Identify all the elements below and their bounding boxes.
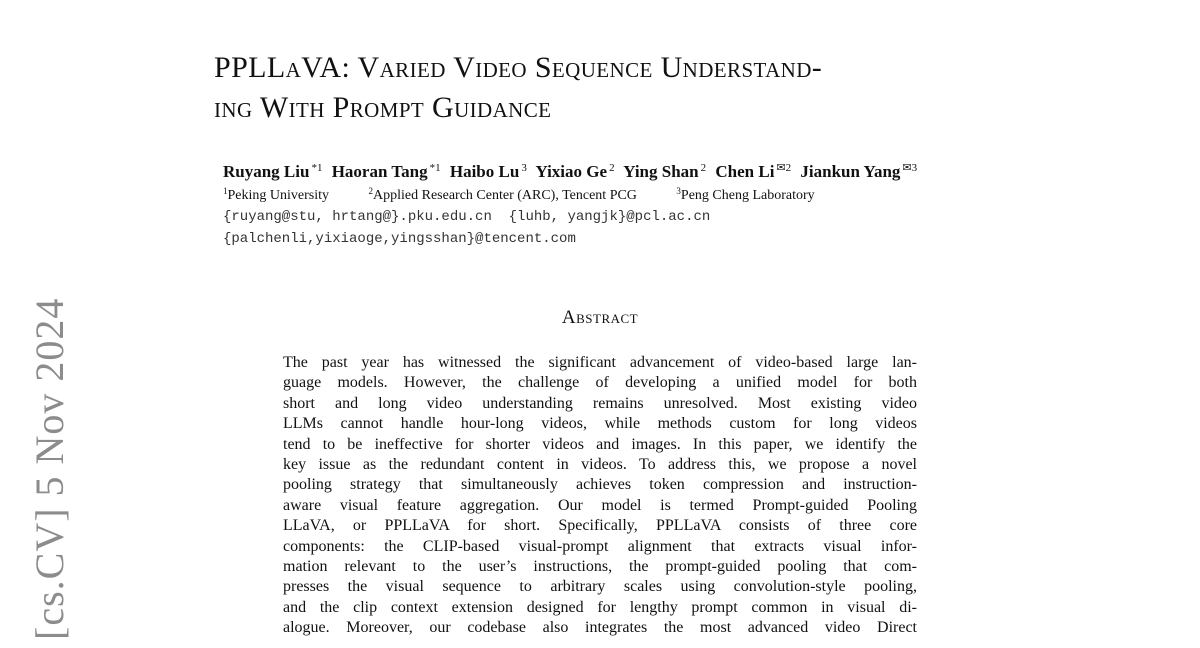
author-name: Yixiao Ge xyxy=(535,162,608,181)
title-line-1: PPLLaVA: Varied Video Sequence Understand- xyxy=(214,51,823,84)
author-name: Ruyang Liu xyxy=(223,162,310,181)
author xyxy=(800,162,917,181)
author xyxy=(623,162,706,181)
author xyxy=(535,162,614,181)
abstract-line: components: the CLIP-based visual-prompt alignment that extracts visual infor- xyxy=(283,537,917,555)
email-line-1: {ruyang@stu, hrtang@}.pku.edu.cn {luhb, yangjk}@pcl.ac.cn xyxy=(223,209,711,225)
affiliation-number: 1 xyxy=(223,186,228,196)
affiliation-number: 2 xyxy=(368,186,373,196)
abstract-heading: Abstract xyxy=(561,307,639,328)
affiliation-name: Peng Cheng Laboratory xyxy=(680,188,815,203)
abstract-line: guage models. However, the challenge of developing a unified model for both xyxy=(283,374,917,392)
abstract-line: pooling strategy that simultaneously achieves token compression and instruction- xyxy=(283,476,917,494)
affiliation xyxy=(369,188,637,203)
arxiv-identifier-stamp: [cs.CV] 5 Nov 2024 xyxy=(27,297,72,640)
abstract-line: The past year has witnessed the significant advancement of video-based large lan- xyxy=(283,354,917,371)
title-line-2: ing With Prompt Guidance xyxy=(214,91,552,124)
affiliation xyxy=(223,188,329,203)
affiliation-name: Peking University xyxy=(227,188,329,203)
author-name: Haibo Lu xyxy=(449,162,520,181)
author xyxy=(450,162,527,181)
author-name: Chen Li xyxy=(715,162,775,181)
author-affiliation-mark: *1 xyxy=(311,162,323,174)
author xyxy=(332,162,441,181)
author-affiliation-mark: ✉3 xyxy=(902,162,918,174)
abstract-body xyxy=(283,353,917,638)
abstract-line: LLaVA, or PPLLaVA for short. Specifically, PPLLaVA consists of three core xyxy=(283,517,917,535)
affiliation-number: 3 xyxy=(676,186,681,196)
author-affiliation-mark: ✉2 xyxy=(776,162,792,174)
abstract-line: short and long video understanding remains unresolved. Most existing video xyxy=(283,394,917,412)
affiliation-name: Applied Research Center (ARC), Tencent PCG xyxy=(373,188,637,203)
author-affiliation-mark: 2 xyxy=(609,162,615,174)
author-name: Ying Shan xyxy=(623,162,699,181)
paper-title xyxy=(214,48,822,128)
abstract-line: key issue as the redundant content in videos. To address this, we propose a novel xyxy=(283,455,917,473)
author-affiliation-mark: *1 xyxy=(429,162,441,174)
abstract-line: tend to be ineffective for shorter videos and images. In this paper, we identify the xyxy=(283,435,917,453)
email-line-2: {palchenli,yixiaoge,yingsshan}@tencent.com xyxy=(223,231,576,247)
author-affiliation-mark: 2 xyxy=(700,162,707,174)
abstract-line: alogue. Moreover, our codebase also integrates the most advanced video Direct xyxy=(283,619,917,637)
abstract-line: presses the visual sequence to arbitrary scales using convolution-style pooling, xyxy=(283,578,917,596)
affiliation-list xyxy=(223,186,851,204)
author-affiliation-mark: 3 xyxy=(521,162,527,174)
author-name: Jiankun Yang xyxy=(800,162,901,181)
author-name: Haoran Tang xyxy=(331,162,428,181)
author xyxy=(223,162,322,181)
abstract-line: LLMs cannot handle hour-long videos, while methods custom for long videos xyxy=(283,415,917,433)
author-list xyxy=(223,161,922,182)
abstract-line: and the clip context extension designed for lengthy prompt common in visual di- xyxy=(283,598,917,616)
abstract-line: mation relevant to the user’s instructions, the prompt-guided pooling that com- xyxy=(283,557,917,575)
author xyxy=(715,162,791,181)
abstract-line: aware visual feature aggregation. Our model is termed Prompt-guided Pooling xyxy=(283,496,917,514)
affiliation xyxy=(676,188,814,203)
